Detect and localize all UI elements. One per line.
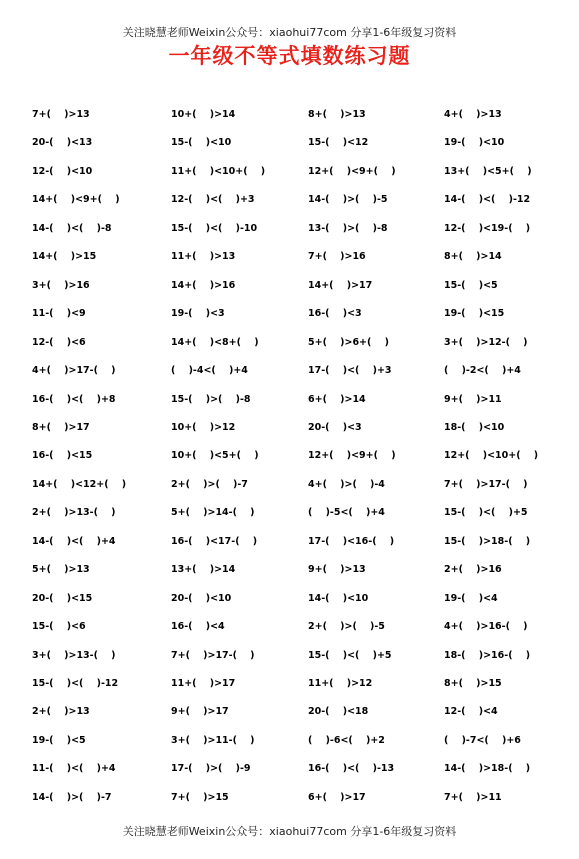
exercise-item: 16-( )<4 bbox=[171, 621, 225, 633]
exercise-item: 2+( )>16 bbox=[444, 564, 502, 576]
exercise-item: 15-( )<( )-12 bbox=[32, 678, 119, 689]
exercise-item: 18-( )<10 bbox=[444, 421, 505, 433]
exercise-item: 7+( )>16 bbox=[308, 251, 366, 263]
exercise-item: 11-( )<( )+4 bbox=[32, 763, 116, 775]
exercise-item: 11-( )<9 bbox=[32, 308, 86, 320]
exercise-row bbox=[32, 106, 572, 124]
exercise-item: 20-( )<10 bbox=[171, 592, 232, 604]
footer-note: 关注晓慧老师Weixin公众号：xiaohui77com 分享1-6年级复习资料 bbox=[122, 825, 457, 838]
exercise-row bbox=[32, 703, 572, 721]
exercise-item: 15-( )<10 bbox=[171, 137, 232, 149]
exercise-item: 12-( )<4 bbox=[444, 706, 498, 718]
exercise-item: 12-( )<( )+3 bbox=[171, 194, 255, 206]
exercise-item: 12+( )<9+( ) bbox=[308, 450, 396, 462]
exercise-item: 8+( )>15 bbox=[444, 678, 502, 689]
exercise-item: 19-( )<5 bbox=[32, 734, 86, 746]
exercise-item: ( )-5<( )+4 bbox=[308, 507, 385, 519]
exercise-item: 14-( )<( )-12 bbox=[444, 194, 531, 206]
exercise-item: 20-( )<13 bbox=[32, 137, 93, 149]
exercise-item: 14-( )>18-( ) bbox=[444, 763, 531, 775]
exercise-item: 6+( )>14 bbox=[308, 393, 366, 405]
exercise-item: 16-( )<( )-13 bbox=[308, 763, 395, 775]
exercise-item: 14+( )<9+( ) bbox=[32, 194, 120, 206]
exercise-row bbox=[32, 476, 572, 494]
exercise-item: 8+( )>17 bbox=[32, 421, 90, 433]
exercise-item: 2+( )>( )-7 bbox=[171, 478, 248, 490]
exercise-item: 14+( )<8+( ) bbox=[171, 336, 259, 348]
exercise-item: 12+( )<9+( ) bbox=[308, 165, 396, 177]
exercise-item: 4+( )>16-( ) bbox=[444, 621, 528, 633]
exercise-item: 7+( )>13 bbox=[32, 109, 90, 120]
exercise-item: 11+( )>13 bbox=[171, 251, 236, 263]
exercise-item: 15-( )>( )-8 bbox=[171, 393, 251, 405]
exercise-row bbox=[32, 362, 572, 380]
exercise-item: 15-( )<6 bbox=[32, 621, 86, 633]
exercise-item: 3+( )>13-( ) bbox=[32, 649, 116, 661]
exercise-item: 10+( )>12 bbox=[171, 421, 236, 433]
exercise-item: 15-( )<( )-10 bbox=[171, 222, 258, 234]
exercise-item: 3+( )>11-( ) bbox=[171, 734, 255, 746]
exercise-row bbox=[32, 447, 572, 465]
exercise-item: 8+( )>14 bbox=[444, 251, 502, 263]
exercise-row bbox=[32, 391, 572, 409]
exercise-item: 14-( )>( )-7 bbox=[32, 791, 112, 803]
exercise-item: 19-( )<4 bbox=[444, 592, 498, 604]
exercise-item: 4+( )>17-( ) bbox=[32, 365, 116, 377]
exercise-item: 9+( )>17 bbox=[171, 706, 229, 718]
exercise-row bbox=[32, 647, 572, 665]
exercise-row bbox=[32, 760, 572, 778]
exercise-item: 2+( )>( )-5 bbox=[308, 621, 385, 633]
exercise-item: 12+( )<10+( ) bbox=[444, 450, 539, 462]
exercise-item: 15-( )<( )+5 bbox=[308, 649, 392, 661]
exercise-row bbox=[32, 248, 572, 266]
exercise-item: 7+( )>15 bbox=[171, 791, 229, 803]
exercise-item: 15-( )<( )+5 bbox=[444, 507, 528, 519]
exercise-row bbox=[32, 732, 572, 750]
exercise-item: 9+( )>11 bbox=[444, 393, 502, 405]
exercise-item: ( )-4<( )+4 bbox=[171, 365, 248, 377]
exercise-item: 2+( )>13-( ) bbox=[32, 507, 116, 519]
exercise-item: 13-( )>( )-8 bbox=[308, 222, 388, 234]
exercise-item: 9+( )>13 bbox=[308, 564, 366, 576]
exercise-row bbox=[32, 675, 572, 693]
exercise-item: 11+( )>17 bbox=[171, 678, 236, 689]
exercise-item: ( )-7<( )+6 bbox=[444, 734, 521, 746]
exercise-item: 15-( )<5 bbox=[444, 279, 498, 291]
exercise-item: ( )-2<( )+4 bbox=[444, 365, 521, 377]
exercise-item: 19-( )<15 bbox=[444, 308, 505, 320]
exercise-row bbox=[32, 789, 572, 807]
exercise-item: 20-( )<15 bbox=[32, 592, 93, 604]
exercise-item: 5+( )>14-( ) bbox=[171, 507, 255, 519]
exercise-item: ( )-6<( )+2 bbox=[308, 734, 385, 746]
exercise-item: 18-( )>16-( ) bbox=[444, 649, 531, 661]
exercise-item: 4+( )>13 bbox=[444, 109, 502, 120]
exercise-row bbox=[32, 334, 572, 352]
exercise-item: 19-( )<10 bbox=[444, 137, 505, 149]
exercise-item: 13+( )>14 bbox=[171, 564, 236, 576]
exercise-row bbox=[32, 134, 572, 152]
exercise-item: 12-( )<6 bbox=[32, 336, 86, 348]
exercise-row bbox=[32, 305, 572, 323]
exercise-item: 16-( )<( )+8 bbox=[32, 393, 116, 405]
exercise-item: 13+( )<5+( ) bbox=[444, 165, 532, 177]
exercise-item: 10+( )<5+( ) bbox=[171, 450, 259, 462]
page-title: 一年级不等式填数练习题 bbox=[168, 43, 411, 68]
exercise-row bbox=[32, 504, 572, 522]
exercise-item: 3+( )>16 bbox=[32, 279, 90, 291]
exercise-row bbox=[32, 590, 572, 608]
exercise-item: 17-( )<16-( ) bbox=[308, 535, 395, 547]
exercise-row bbox=[32, 561, 572, 579]
exercise-item: 8+( )>13 bbox=[308, 109, 366, 120]
exercise-item: 14+( )<12+( ) bbox=[32, 478, 127, 490]
exercise-item: 7+( )>11 bbox=[444, 791, 502, 803]
exercise-item: 14-( )<10 bbox=[308, 592, 369, 604]
exercise-row bbox=[32, 419, 572, 437]
exercise-item: 14-( )<( )+4 bbox=[32, 535, 116, 547]
exercise-row bbox=[32, 277, 572, 295]
exercise-item: 10+( )>14 bbox=[171, 109, 236, 120]
exercise-item: 16-( )<15 bbox=[32, 450, 93, 462]
exercise-item: 16-( )<3 bbox=[308, 308, 362, 320]
exercise-item: 14+( )>16 bbox=[171, 279, 236, 291]
exercise-item: 17-( )<( )+3 bbox=[308, 365, 392, 377]
exercise-item: 20-( )<3 bbox=[308, 421, 362, 433]
exercise-item: 14+( )>15 bbox=[32, 251, 97, 263]
exercise-item: 7+( )>17-( ) bbox=[171, 649, 255, 661]
exercise-row bbox=[32, 220, 572, 238]
exercise-item: 11+( )>12 bbox=[308, 678, 373, 689]
exercise-item: 12-( )<19-( ) bbox=[444, 222, 531, 234]
exercise-item: 7+( )>17-( ) bbox=[444, 478, 528, 490]
exercise-item: 15-( )>18-( ) bbox=[444, 535, 531, 547]
exercise-item: 4+( )>( )-4 bbox=[308, 478, 385, 490]
exercise-row bbox=[32, 163, 572, 181]
exercise-item: 6+( )>17 bbox=[308, 791, 366, 803]
exercise-row bbox=[32, 533, 572, 551]
exercise-item: 19-( )<3 bbox=[171, 308, 225, 320]
exercise-item: 12-( )<10 bbox=[32, 165, 93, 177]
exercise-item: 2+( )>13 bbox=[32, 706, 90, 718]
exercise-row bbox=[32, 618, 572, 636]
exercise-item: 17-( )>( )-9 bbox=[171, 763, 251, 775]
exercise-item: 14+( )>17 bbox=[308, 279, 373, 291]
exercise-item: 14-( )>( )-5 bbox=[308, 194, 388, 206]
exercise-item: 14-( )<( )-8 bbox=[32, 222, 112, 234]
exercise-item: 20-( )<18 bbox=[308, 706, 369, 718]
exercise-row bbox=[32, 191, 572, 209]
exercise-item: 15-( )<12 bbox=[308, 137, 369, 149]
header-note: 关注晓慧老师Weixin公众号：xiaohui77com 分享1-6年级复习资料 bbox=[122, 26, 457, 39]
exercise-item: 16-( )<17-( ) bbox=[171, 535, 258, 547]
exercise-item: 5+( )>6+( ) bbox=[308, 336, 389, 348]
exercise-item: 5+( )>13 bbox=[32, 564, 90, 576]
exercise-item: 3+( )>12-( ) bbox=[444, 336, 528, 348]
exercise-item: 11+( )<10+( ) bbox=[171, 165, 266, 177]
